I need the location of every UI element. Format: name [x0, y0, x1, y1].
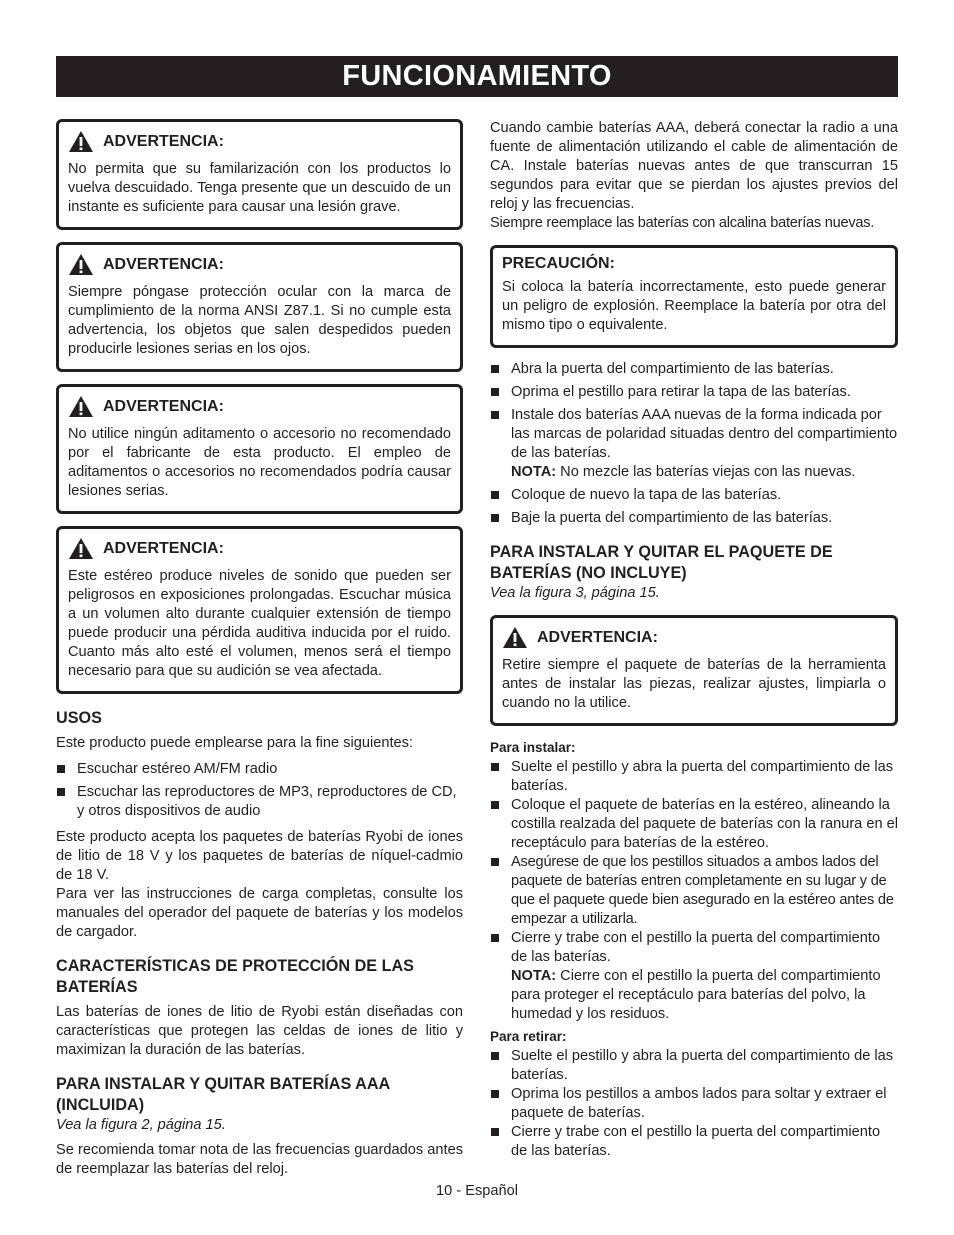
warning-title: ADVERTENCIA:: [103, 398, 224, 415]
caution-box: [490, 245, 898, 348]
warning-triangle-icon: [68, 253, 94, 276]
bullet-list: [490, 758, 898, 1024]
bullet-square-icon: [491, 411, 499, 419]
note-label: NOTA:: [511, 968, 557, 984]
list-item: Oprima el pestillo para retirar la tapa de las baterías.: [490, 383, 898, 402]
warning-triangle-icon: [502, 626, 528, 649]
warning-title: ADVERTENCIA:: [103, 256, 224, 273]
paragraph: Este producto puede emplearse para la fine siguientes:: [56, 735, 413, 751]
paragraph: Este producto acepta los paquetes de baterías Ryobi de iones de litio de 18 V y los paquetes de baterías de níquel-cadmio de 18 V.: [56, 829, 463, 883]
list-item: Cierre y trabe con el pestillo la puerta del compartimiento de las baterías.: [490, 1123, 898, 1161]
list-item: Asegúrese de que los pestillos situados a ambos lados del paquete de baterías entren completamente en su lugar y de que el paquete quede bien asegurado en la estéreo antes de empezar a utilizarla.: [490, 853, 898, 929]
caution-text: Si coloca la batería incorrectamente, esto puede generar un peligro de explosión. Reemplace la batería por otra del mismo tipo o equivalente.: [502, 279, 886, 333]
warning-text: Este estéreo produce niveles de sonido que pueden ser peligrosos en exposiciones prolongadas. Escuchar música a un volumen alto durante cualquier extensión de tiempo puede producir una pérdida auditiva inducida por el ruido. Cuanto más alto esté el volumen, menos será el tiempo necesario para que su audición se vea afectada.: [68, 568, 451, 679]
note-text: No mezcle las baterías viejas con las nuevas.: [556, 464, 856, 480]
bullet-square-icon: [491, 514, 499, 522]
note-label: NOTA:: [511, 464, 557, 480]
warning-triangle-icon: [68, 395, 94, 418]
right-column: [490, 119, 898, 1168]
section-heading-aaa: PARA INSTALAR Y QUITAR BATERÍAS AAA (INCLUIDA): [56, 1075, 390, 1114]
install-label: Para instalar:: [490, 740, 576, 755]
figure-reference: Vea la figura 3, página 15.: [490, 585, 660, 601]
caution-title: PRECAUCIÓN:: [502, 255, 615, 272]
bullet-square-icon: [491, 763, 499, 771]
list-item: Abra la puerta del compartimiento de las baterías.: [490, 360, 898, 379]
bullet-square-icon: [491, 491, 499, 499]
section-heading-proteccion: CARACTERÍSTICAS DE PROTECCIÓN DE LAS BATERÍAS: [56, 957, 414, 996]
paragraph: Siempre reemplace las baterías con alcalina baterías nuevas.: [490, 215, 875, 231]
bullet-square-icon: [491, 1052, 499, 1060]
left-column: [56, 119, 463, 1179]
warning-triangle-icon: [68, 537, 94, 560]
list-item: Escuchar estéreo AM/FM radio: [56, 760, 463, 779]
warning-title: ADVERTENCIA:: [103, 133, 224, 150]
section-heading-usos: USOS: [56, 709, 102, 727]
bullet-square-icon: [57, 765, 65, 773]
list-item: Coloque de nuevo la tapa de las baterías.: [490, 486, 898, 505]
warning-box: [56, 526, 463, 694]
paragraph: Cuando cambie baterías AAA, deberá conectar la radio a una fuente de alimentación utilizando el cable de alimentación de CA. Instale baterías nuevas antes de que transcurran 15 segundos para evitar que se pierdan los ajustes previos del reloj y las frecuencias.: [490, 120, 898, 212]
list-item: Baje la puerta del compartimiento de las baterías.: [490, 509, 898, 528]
bullet-square-icon: [491, 1128, 499, 1136]
remove-label: Para retirar:: [490, 1029, 567, 1044]
warning-text: No permita que su familarización con los productos lo vuelva descuidado. Tenga presente que un descuido de un instante es suficiente para causar una lesión grave.: [68, 161, 451, 215]
warning-triangle-icon: [68, 130, 94, 153]
bullet-square-icon: [491, 365, 499, 373]
list-item: Coloque el paquete de baterías en la estéreo, alineando la costilla realzada del paquete de baterías con la ranura en el receptáculo para baterías de la estéreo.: [490, 796, 898, 853]
warning-text: No utilice ningún aditamento o accesorio no recomendado por el fabricante de esta producto. El empleo de aditamentos o accesorios no recomendados podría causar lesiones serias.: [68, 426, 451, 499]
bullet-square-icon: [491, 1090, 499, 1098]
warning-box: [56, 242, 463, 372]
figure-reference: Vea la figura 2, página 15.: [56, 1117, 226, 1133]
page-title: FUNCIONAMIENTO: [56, 56, 898, 97]
paragraph: Las baterías de iones de litio de Ryobi están diseñadas con características que protegen las celdas de iones de litio y maximizan la duración de las baterías.: [56, 1004, 463, 1058]
warning-text: Retire siempre el paquete de baterías de la herramienta antes de instalar las piezas, realizar ajustes, limpiarla o cuando no la utilice.: [502, 657, 886, 711]
warning-box: [56, 384, 463, 514]
list-item: Instale dos baterías AAA nuevas de la forma indicada por las marcas de polaridad situadas dentro del compartimiento de las baterías. NOTA: No mezcle las baterías viejas con las nuevas.: [490, 406, 898, 482]
list-item: Suelte el pestillo y abra la puerta del compartimiento de las baterías.: [490, 1047, 898, 1085]
bullet-square-icon: [491, 858, 499, 866]
warning-title: ADVERTENCIA:: [103, 540, 224, 557]
note-text: Cierre con el pestillo la puerta del compartimiento para proteger el receptáculo para baterías del polvo, la humedad y los residuos.: [511, 968, 881, 1022]
bullet-list: [56, 760, 463, 821]
warning-text: Siempre póngase protección ocular con la marca de cumplimiento de la norma ANSI Z87.1. Si no cumple esta advertencia, los objetos que salen despedidos pueden producirle lesiones serias en los ojos.: [68, 284, 451, 357]
page-number: 10 - Español: [436, 1183, 518, 1199]
paragraph: Se recomienda tomar nota de las frecuencias guardados antes de reemplazar las baterías del reloj.: [56, 1142, 463, 1177]
paragraph: Para ver las instrucciones de carga completas, consulte los manuales del operador del paquete de baterías y los modelos de cargador.: [56, 886, 463, 940]
bullet-square-icon: [491, 934, 499, 942]
warning-box: [490, 615, 898, 726]
bullet-list: [490, 1047, 898, 1161]
warning-box: [56, 119, 463, 230]
bullet-square-icon: [57, 788, 65, 796]
bullet-square-icon: [491, 388, 499, 396]
bullet-square-icon: [491, 801, 499, 809]
list-item: Cierre y trabe con el pestillo la puerta del compartimiento de las baterías. NOTA: Cierre con el pestillo la puerta del compartimiento para proteger el receptáculo para baterías del polvo, la humedad y los residuos.: [490, 929, 898, 1024]
list-item: Escuchar las reproductores de MP3, reproductores de CD, y otros dispositivos de audio: [56, 783, 463, 821]
bullet-list: [490, 360, 898, 528]
list-item: Oprima los pestillos a ambos lados para soltar y extraer el paquete de baterías.: [490, 1085, 898, 1123]
warning-title: ADVERTENCIA:: [537, 629, 658, 646]
list-item: Suelte el pestillo y abra la puerta del compartimiento de las baterías.: [490, 758, 898, 796]
section-heading-paquete: PARA INSTALAR Y QUITAR EL PAQUETE DE BATERÍAS (NO INCLUYE): [490, 543, 833, 582]
